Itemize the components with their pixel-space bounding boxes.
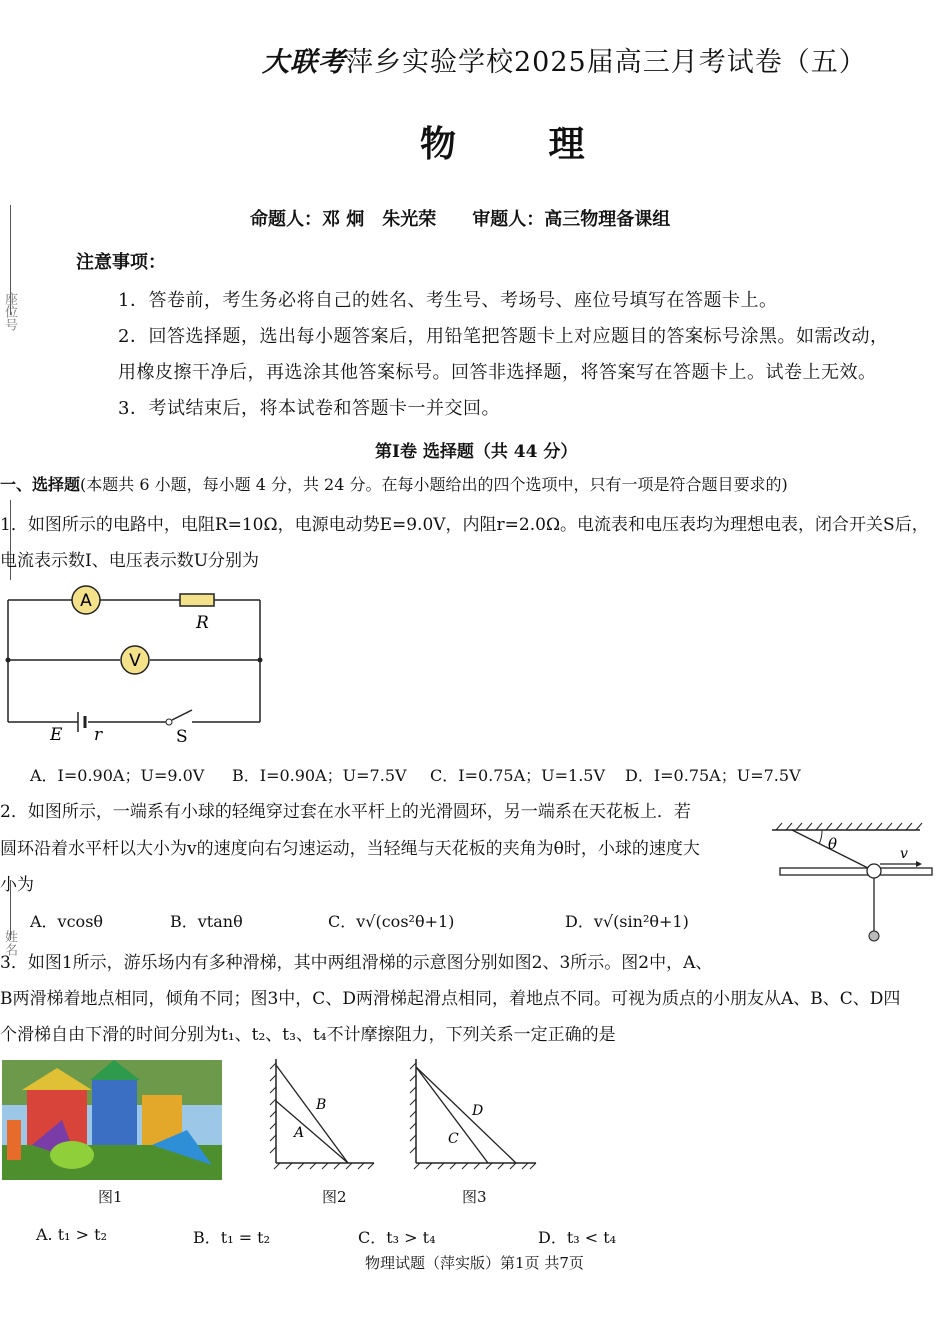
emf-label: E: [50, 725, 63, 745]
exam-title: [262, 40, 867, 79]
switch-label: S: [176, 727, 188, 747]
q3-option-c: C．t₃ > t₄: [358, 1228, 436, 1247]
velocity-label: v: [900, 846, 908, 862]
q1-stem-line: 1．如图所示的电路中，电阻R=10Ω，电源电动势E=9.0V，内阻r=2.0Ω。电流表和电压表均为理想电表，闭合开关S后，: [0, 515, 929, 535]
notice-item: 1．答卷前，考生务必将自己的姓名、考生号、考场号、座位号填写在答题卡上。: [118, 290, 778, 311]
q1-option-c: C．I=0.75A；U=1.5V: [430, 766, 606, 785]
q1-option-a: A．I=0.90A；U=9.0V: [30, 766, 205, 785]
q2-option-d: D．v√(sin²θ+1): [565, 912, 689, 931]
junction-dot: [258, 658, 263, 663]
velocity-arrow-icon: [916, 861, 922, 867]
q2-stem-line: 小为: [0, 875, 34, 895]
q3-option-a: A. t₁ > t₂: [36, 1225, 107, 1244]
q2-stem-line: 2．如图所示，一端系有小球的轻绳穿过套在水平杆上的光滑圆环，另一端系在天花板上．若: [0, 802, 691, 822]
slide-a-label: A: [294, 1125, 305, 1141]
q2-option-b: B．vtanθ: [170, 912, 243, 931]
q3-stem-line: B两滑梯着地点相同，倾角不同；图3中，C、D两滑梯起滑点相同，着地点不同。可视为质点的小朋友从A、B、C、D四: [0, 989, 901, 1009]
slide-b-line: [276, 1065, 348, 1163]
page-footer: 物理试题（萍实版）第1页 共7页: [365, 1254, 584, 1272]
slide-d-line: [416, 1067, 516, 1163]
ball-icon: [869, 931, 879, 941]
junction-dot: [6, 658, 11, 663]
horizontal-rod: [780, 868, 932, 875]
ammeter-label: A: [80, 591, 92, 611]
subject-title: 物 理: [420, 124, 625, 165]
internal-resistance-label: r: [94, 725, 103, 745]
q3-option-d: D．t₃ < t₄: [538, 1228, 617, 1247]
fig1-caption: 图1: [98, 1188, 123, 1206]
slide-a-line: [276, 1101, 348, 1163]
theta-label: θ: [828, 835, 838, 853]
slide-b-label: B: [316, 1097, 327, 1113]
exam-title-text: 萍乡实验学校2025届高三月考试卷（五）: [346, 47, 867, 78]
notice-item: 2．回答选择题，选出每小题答案后，用铅笔把答题卡上对应题目的答案标号涂黑。如需改动，: [118, 326, 889, 347]
q1-option-d: D．I=0.75A；U=7.5V: [625, 766, 801, 785]
q3-stem-line: 3．如图1所示，游乐场内有多种滑梯，其中两组滑梯的示意图分别如图2、3所示。图2中，A、: [0, 953, 713, 973]
switch-pivot: [166, 719, 172, 725]
fig3-slide-diagram: [408, 1055, 540, 1175]
side-name-label: 姓名: [2, 930, 17, 956]
brand-mark: 大联考: [262, 47, 346, 78]
authors-line: 命题人：邓 炯 朱光荣 审题人：高三物理备课组: [250, 209, 671, 230]
q2-diagram: [770, 820, 940, 945]
q2-stem-line: 圆环沿着水平杆以大小为v的速度向右匀速运动，当轻绳与天花板的夹角为θ时，小球的速度大: [0, 839, 700, 859]
slide-d-label: D: [472, 1103, 484, 1119]
notice-item: 用橡皮擦干净后，再选涂其他答案标号。回答非选择题，将答案写在答题卡上。试卷上无效。: [118, 362, 877, 383]
part-label: 一、选择题: [0, 475, 81, 494]
notice-item: 3．考试结束后，将本试卷和答题卡一并交回。: [118, 398, 500, 419]
q3-stem-line: 个滑梯自由下滑的时间分别为t₁、t₂、t₃、t₄不计摩擦阻力，下列关系一定正确的是: [0, 1025, 616, 1045]
resistor-label: R: [196, 613, 209, 633]
part-desc: (本题共 6 小题，每小题 4 分，共 24 分。在每小题给出的四个选项中，只有一项是符合题目要求的): [80, 475, 788, 494]
q1-stem-line: 电流表示数I、电压表示数U分别为: [0, 551, 260, 571]
section-title: 第Ⅰ卷 选择题（共 44 分）: [375, 442, 578, 462]
resistor-icon: [180, 594, 214, 606]
notice-heading: 注意事项：: [76, 252, 166, 273]
q3-option-b: B．t₁ = t₂: [193, 1228, 271, 1247]
side-seat-label: 座位号: [2, 292, 17, 331]
voltmeter-label: V: [129, 651, 141, 671]
q2-option-c: C．v√(cos²θ+1): [328, 912, 455, 931]
part-heading: [0, 472, 788, 495]
playground-photo: [2, 1060, 222, 1180]
q2-option-a: A．vcosθ: [30, 912, 104, 931]
fig2-caption: 图2: [322, 1188, 347, 1206]
slide-c-label: C: [448, 1131, 459, 1147]
q1-circuit-diagram: [0, 580, 275, 750]
fig2-slide-diagram: [268, 1055, 380, 1175]
fig3-caption: 图3: [462, 1188, 487, 1206]
q1-option-b: B．I=0.90A；U=7.5V: [232, 766, 407, 785]
ring-icon: [867, 864, 881, 878]
